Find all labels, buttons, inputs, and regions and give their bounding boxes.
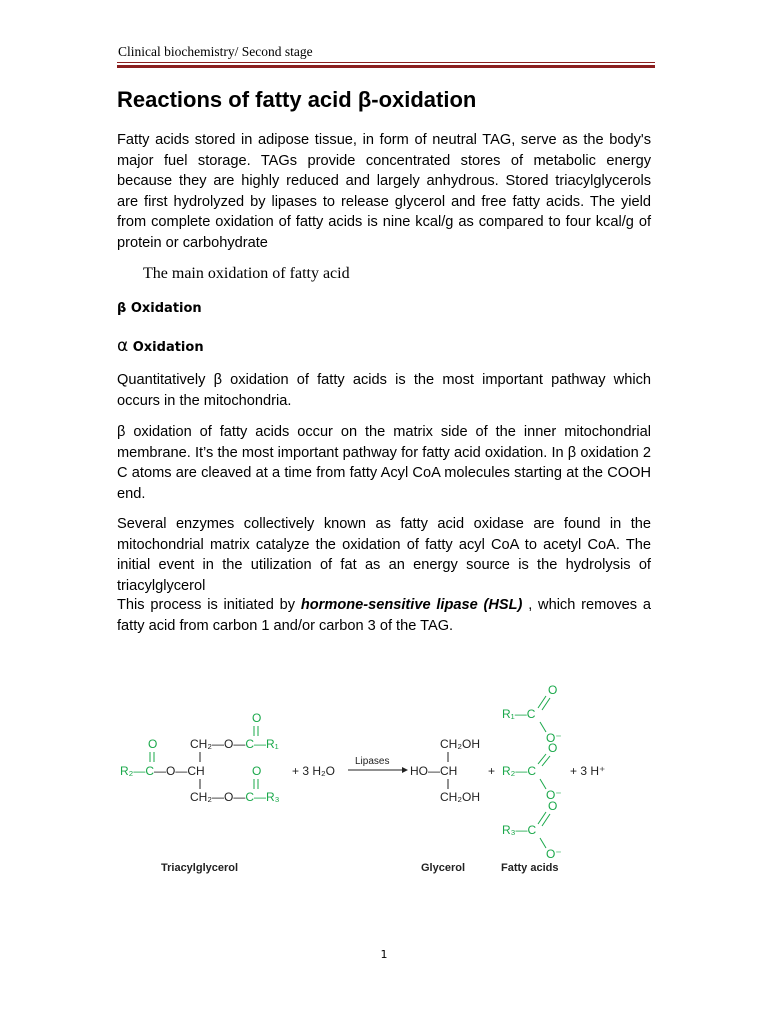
plus-h2o: + 3 H₂O xyxy=(292,764,336,778)
lipases-label: Lipases xyxy=(355,756,390,767)
paragraph-5-after: , which removes a fatty acid from carbon 1 and/or carbon 3 of the TAG. xyxy=(117,597,651,634)
paragraph-5-before: This process is initiated by xyxy=(117,597,301,613)
fa1-o-top: O xyxy=(548,683,558,697)
fatty-acid-1 xyxy=(502,683,562,745)
fa3-body: R₃—C xyxy=(502,823,537,837)
beta-symbol: β xyxy=(117,301,127,316)
fa2-o-top: O xyxy=(548,741,558,755)
lipolysis-reaction-diagram xyxy=(112,680,632,880)
fa1-body: R₁—C xyxy=(502,707,536,721)
list-item-alpha xyxy=(117,336,204,356)
fa1-o-minus: O⁻ xyxy=(546,731,562,745)
tag-o-mid: O xyxy=(252,764,262,778)
intro-paragraph: Fatty acids stored in adipose tissue, in form of neutral TAG, serve as the body's major fuel storage. TAGs provide concentrated stores of metabolic energy because they are highly reduced and largely anhydrous. Stored triacylglycerols are first hydrolyzed by lipases to release glycerol and free fatty acids. The yield from complete oxidation of fatty acids is nine kcal/g as compared to four kcal/g of protein or carbohydrate xyxy=(117,132,651,251)
fa3-o-minus: O⁻ xyxy=(546,847,562,861)
hsl-emphasis: hormone-sensitive lipase (HSL) xyxy=(300,597,523,613)
alpha-symbol: α xyxy=(117,336,129,356)
caption-glycerol: Glycerol xyxy=(421,862,466,874)
glycerol-row3: CH₂OH xyxy=(440,790,480,804)
main-oxidation-heading: The main oxidation of fatty acid xyxy=(143,265,350,282)
fa3-o-top: O xyxy=(548,799,558,813)
tag-row1: CH₂—O—C—R₁ xyxy=(190,737,279,751)
paragraph-4: Several enzymes collectively known as fatty acid oxidase are found in the mitochondrial matrix catalyze the oxidation of fatty acyl CoA to acetyl CoA. The initial event in the utilization of fat as an energy source is the hydrolysis of triacylglycerol xyxy=(117,516,651,594)
tag-o-left: O xyxy=(148,737,158,751)
running-header: Clinical biochemistry/ Second stage xyxy=(118,44,313,59)
caption-fatty-acids: Fatty acids xyxy=(501,862,559,874)
plus-h-ion: + 3 H⁺ xyxy=(570,764,606,778)
tag-row2: R₂—C—O—CH xyxy=(120,764,205,778)
glycerol-row2: HO—CH xyxy=(410,764,458,778)
list-item-beta xyxy=(117,301,202,316)
page-number: 1 xyxy=(380,948,388,961)
fatty-acid-2 xyxy=(502,741,562,802)
reaction-arrowhead xyxy=(402,767,408,773)
paragraph-2: Quantitatively β oxidation of fatty acids is the most important pathway which occurs in the mitochondria. xyxy=(117,372,651,409)
tag-o-top: O xyxy=(252,711,262,725)
glycerol-row1: CH₂OH xyxy=(440,737,480,751)
paragraph-3: β oxidation of fatty acids occur on the matrix side of the inner mitochondrial membrane. It’s the most important pathway for fatty acid oxidation. In β oxidation 2 C atoms are cleaved at a time from fatty Acyl CoA molecules starting at the COOH end. xyxy=(117,424,651,502)
paragraph-5 xyxy=(117,595,651,636)
header-rule-thin xyxy=(117,62,655,63)
fa2-body: R₂—C xyxy=(502,764,536,778)
plus-sign: + xyxy=(488,764,496,778)
tag-row3: CH₂—O—C—R₃ xyxy=(190,790,280,804)
beta-label: Oxidation xyxy=(130,301,202,316)
header-rule-thick xyxy=(117,65,655,68)
fa2-o-minus: O⁻ xyxy=(546,788,562,802)
caption-triacylglycerol: Triacylglycerol xyxy=(161,862,239,874)
page-title: Reactions of fatty acid β-oxidation xyxy=(117,87,477,112)
alpha-label: Oxidation xyxy=(132,340,204,355)
fatty-acid-3 xyxy=(502,799,562,861)
